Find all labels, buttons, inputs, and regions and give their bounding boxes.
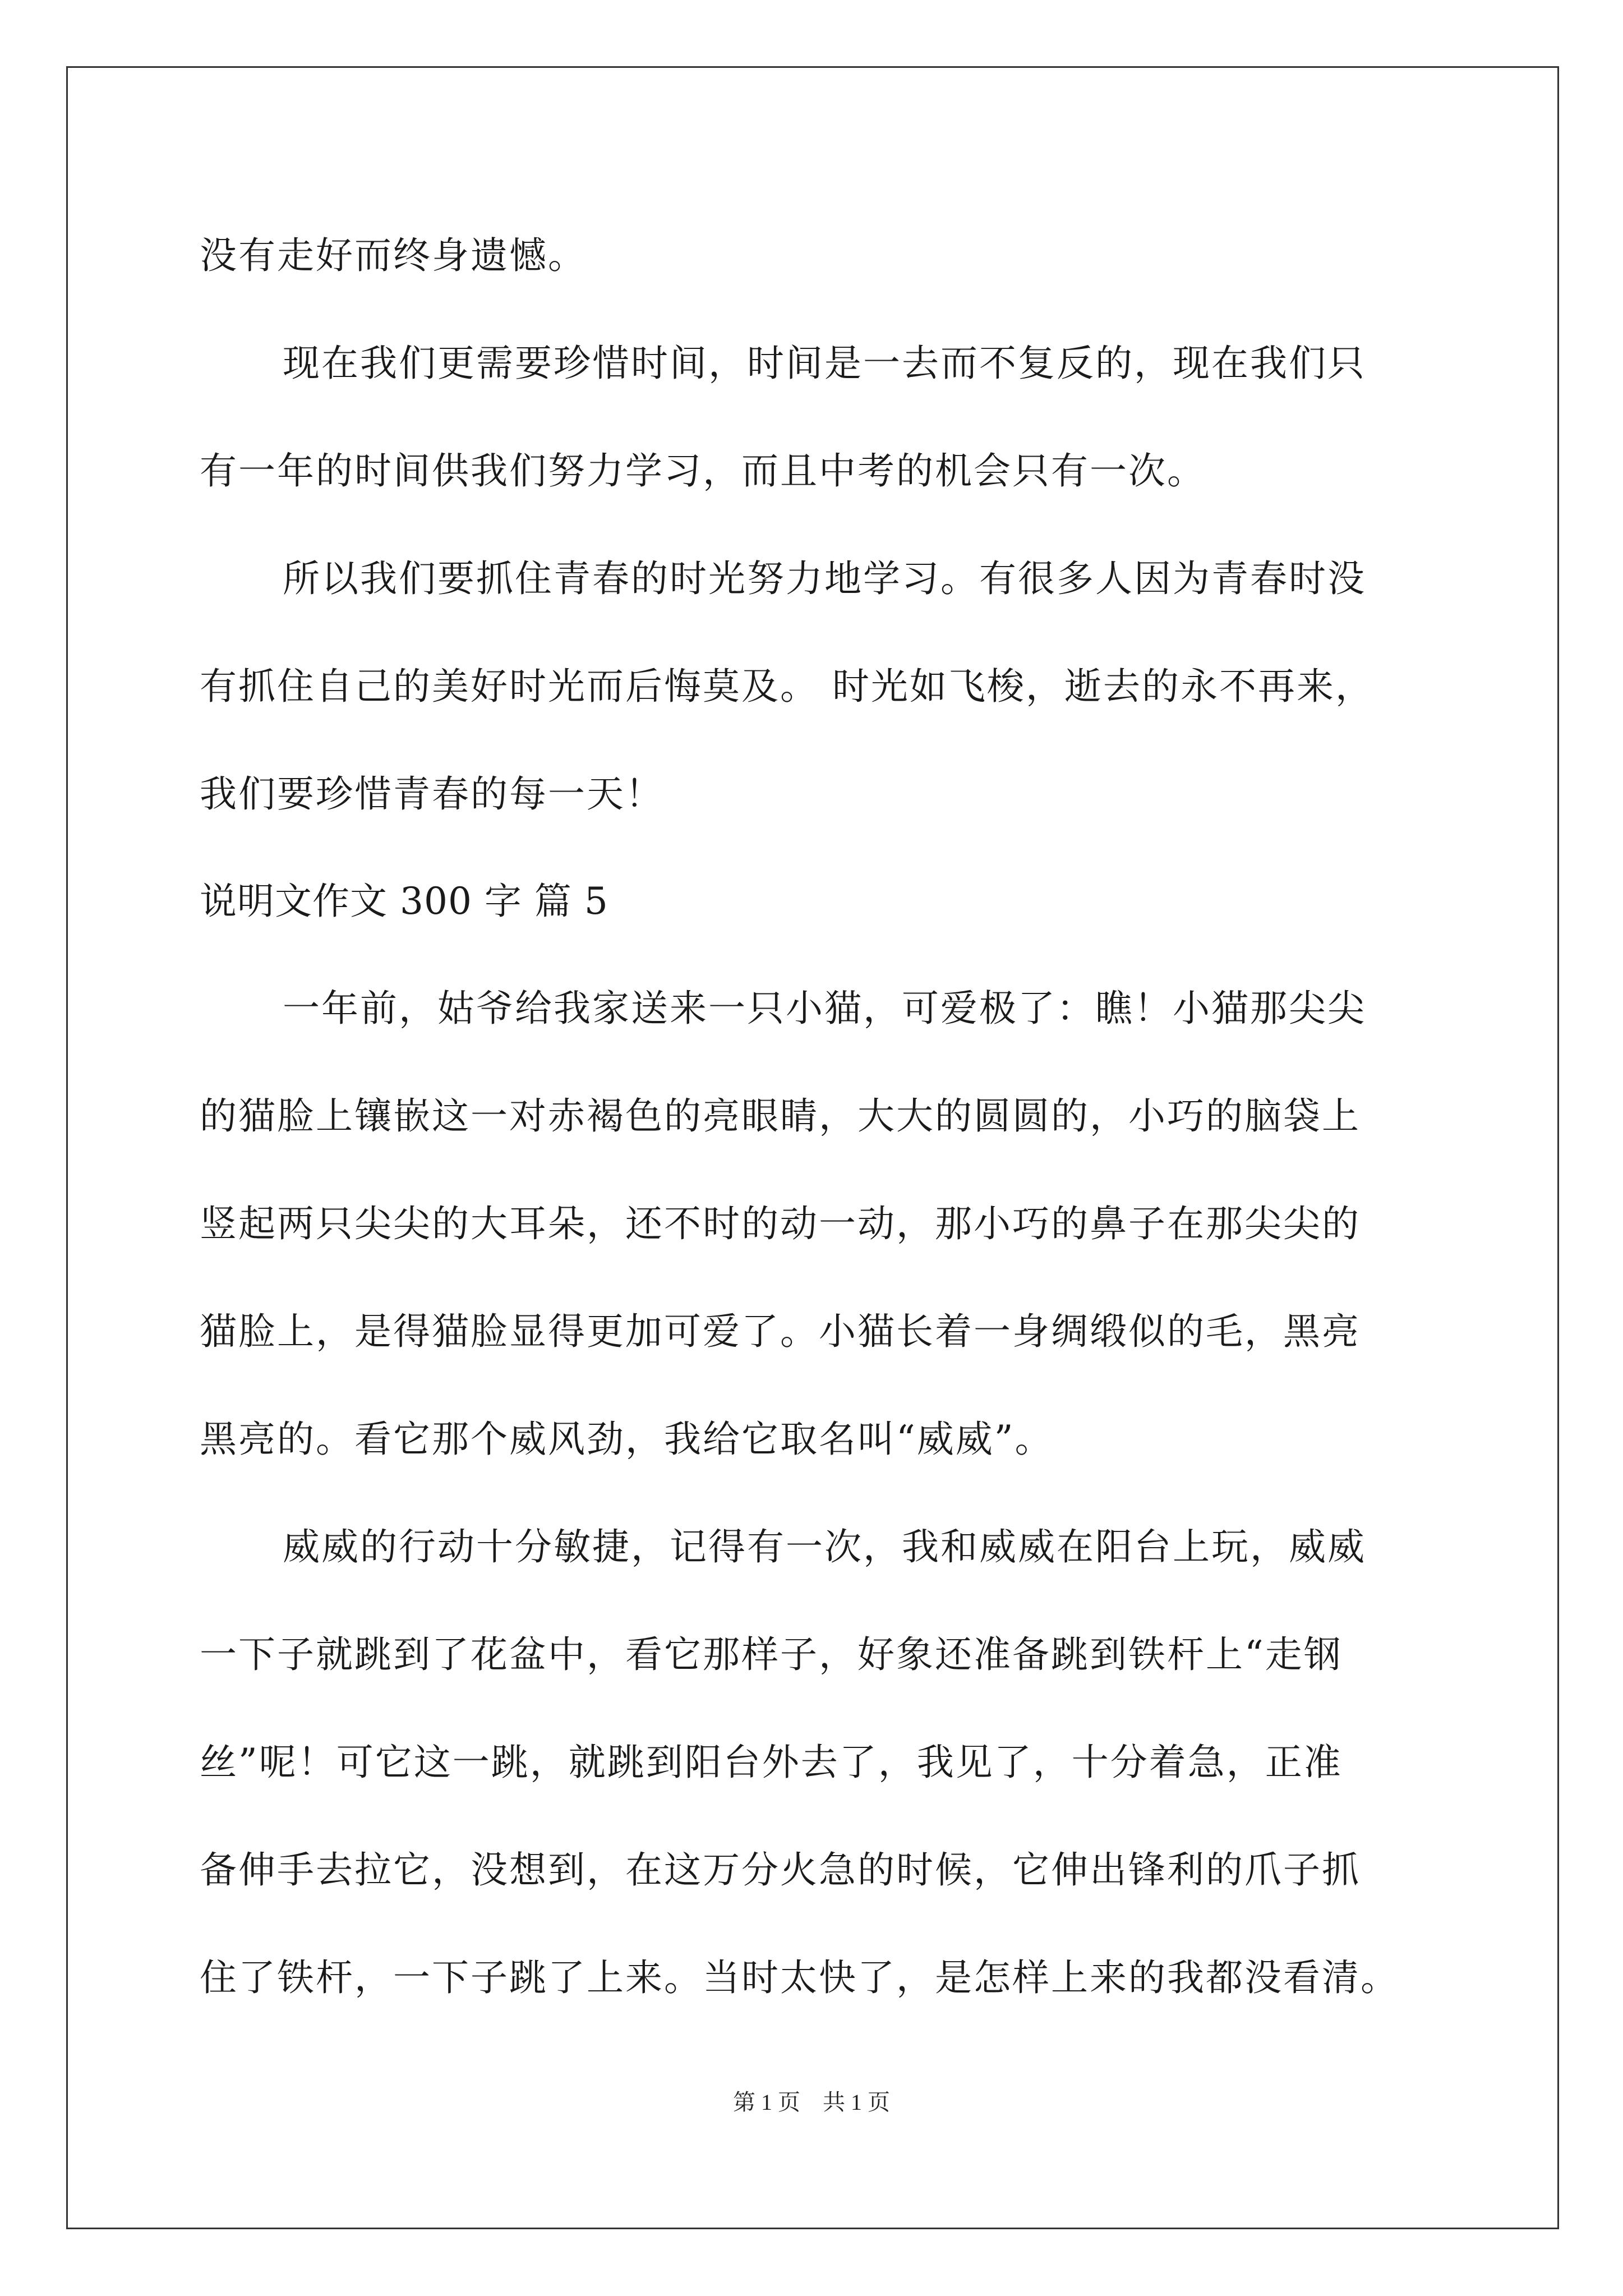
text-line: 有抓住自己的美好时光而后悔莫及。 时光如飞梭，逝去的永不再来， [200, 665, 1374, 708]
document-body [200, 202, 1433, 2032]
section-heading: 说明文作文 300 字 篇 5 [200, 880, 608, 923]
paragraph-start-line: 威威的行动十分敏捷，记得有一次，我和威威在阳台上玩，威威 [283, 1525, 1366, 1568]
text-line: 丝”呢！可它这一跳，就跳到阳台外去了，我见了，十分着急，正准 [200, 1741, 1343, 1784]
text-line: 猫脸上，是得猫脸显得更加可爱了。小猫长着一身绸缎似的毛，黑亮 [200, 1310, 1361, 1353]
text-line: 竖起两只尖尖的大耳朵，还不时的动一动，那小巧的鼻子在那尖尖的 [200, 1202, 1361, 1245]
text-line: 住了铁杆，一下子跳了上来。当时太快了，是怎样上来的我都没看清。 [200, 1956, 1399, 1999]
text-line: 备伸手去拉它，没想到，在这万分火急的时候，它伸出锋利的爪子抓 [200, 1848, 1361, 1892]
text-line: 有一年的时间供我们努力学习，而且中考的机会只有一次。 [200, 449, 1206, 493]
paragraph-start-line: 所以我们要抓住青春的时光努力地学习。有很多人因为青春时没 [283, 557, 1366, 600]
paragraph-start-line: 现在我们更需要珍惜时间，时间是一去而不复反的，现在我们只 [283, 342, 1366, 385]
text-line: 黑亮的。看它那个威风劲，我给它取名叫“威威”。 [200, 1418, 1054, 1461]
text-line: 我们要珍惜青春的每一天！ [200, 772, 664, 816]
text-line: 没有走好而终身遗憾。 [200, 234, 587, 277]
text-line: 一下子就跳到了花盆中，看它那样子，好象还准备跳到铁杆上“走钢 [200, 1633, 1343, 1676]
paragraph-start-line: 一年前，姑爷给我家送来一只小猫，可爱极了：瞧！小猫那尖尖 [283, 987, 1366, 1030]
text-line: 的猫脸上镶嵌这一对赤褐色的亮眼睛，大大的圆圆的，小巧的脑袋上 [200, 1094, 1361, 1138]
page-number: 第 1 页 共 1 页 [733, 2090, 890, 2115]
